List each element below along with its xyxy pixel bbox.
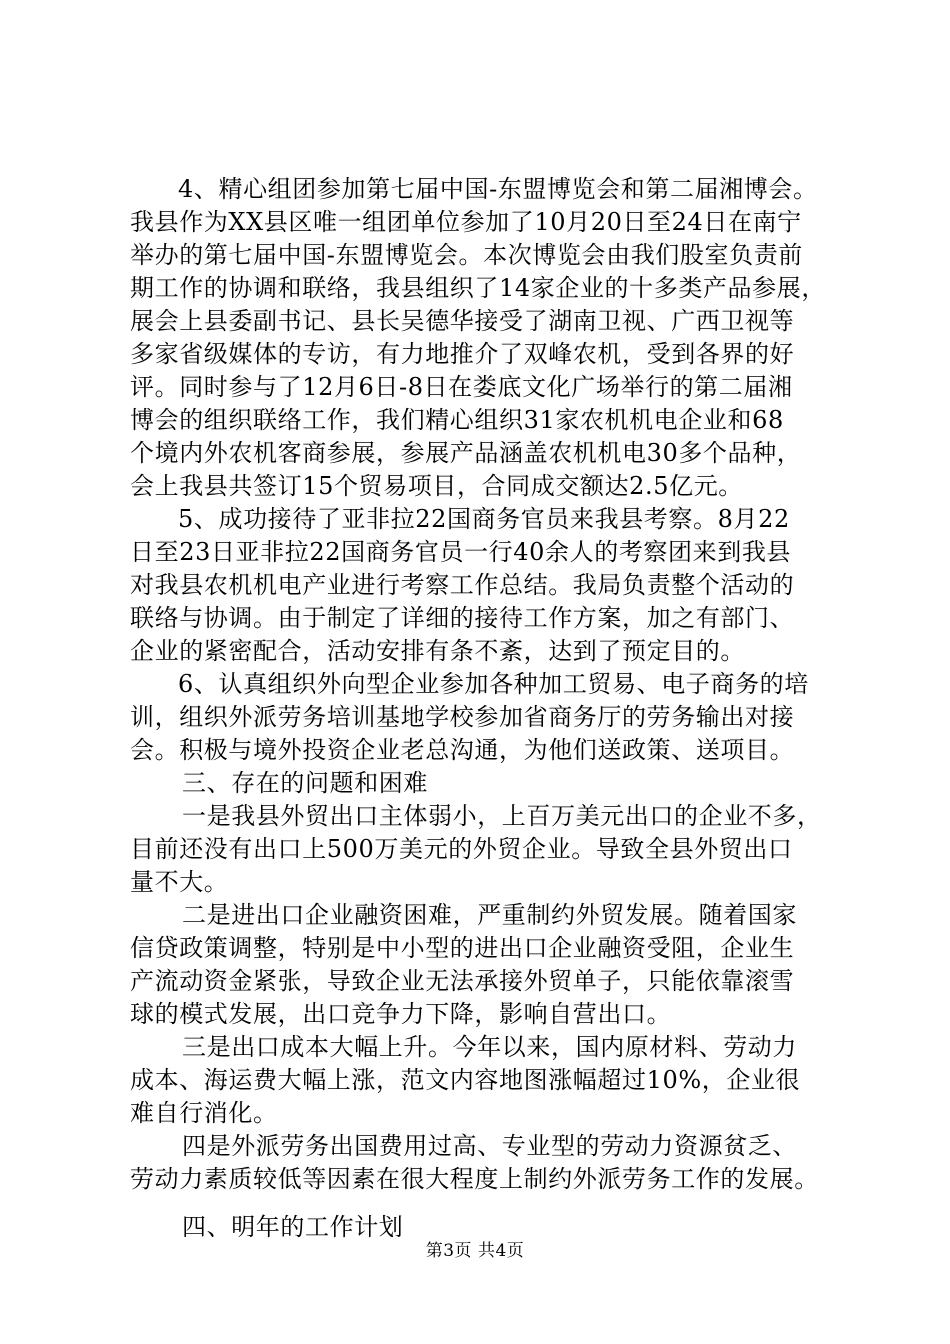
text-line: 6、认真组织外向型企业参加各种加工贸易、电子商务的培 <box>178 670 809 698</box>
text-line: 期工作的协调和联络，我县组织了14家企业的十多类产品参展， <box>130 274 826 302</box>
text-line: 信贷政策调整，特别是中小型的进出口企业融资受阻，企业生 <box>130 934 795 962</box>
text-line: 产流动资金紧张，导致企业无法承接外贸单子，只能依靠滚雪 <box>130 967 795 995</box>
text-line: 个境内外农机客商参展，参展产品涵盖农机机电30多个品种， <box>130 439 802 467</box>
page-footer: 第3页 共4页 <box>425 1241 525 1261</box>
section-heading: 三、存在的问题和困难 <box>182 769 428 797</box>
text-line: 5、成功接待了亚非拉22国商务官员来我县考察。8月22 <box>178 505 790 533</box>
text-line: 成本、海运费大幅上涨，范文内容地图涨幅超过10%，企业很 <box>130 1066 801 1094</box>
text-line: 四是外派劳务出国费用过高、专业型的劳动力资源贫乏、 <box>182 1132 797 1160</box>
text-line: 评。同时参与了12月6日-8日在娄底文化广场举行的第二届湘 <box>130 373 793 401</box>
text-line: 二是进出口企业融资困难，严重制约外贸发展。随着国家 <box>182 901 797 929</box>
text-line: 博会的组织联络工作，我们精心组织31家农机机电企业和68 <box>130 406 784 434</box>
text-line: 量不大。 <box>130 868 229 896</box>
text-line: 难自行消化。 <box>130 1099 278 1127</box>
section-heading: 四、明年的工作计划 <box>182 1213 404 1241</box>
text-line: 会。积极与境外投资企业老总沟通，为他们送政策、送项目。 <box>130 736 795 764</box>
text-line: 三是出口成本大幅上升。今年以来，国内原材料、劳动力 <box>182 1033 797 1061</box>
text-line: 4、精心组团参加第七届中国-东盟博览会和第二届湘博会。 <box>178 175 818 203</box>
text-line: 日至23日亚非拉22国商务官员一行40余人的考察团来到我县 <box>130 538 792 566</box>
text-line: 对我县农机机电产业进行考察工作总结。我局负责整个活动的 <box>130 571 795 599</box>
text-line: 训，组织外派劳务培训基地学校参加省商务厅的劳务输出对接 <box>130 703 795 731</box>
text-line: 举办的第七届中国-东盟博览会。本次博览会由我们股室负责前 <box>130 241 803 269</box>
text-line: 劳动力素质较低等因素在很大程度上制约外派劳务工作的发展。 <box>130 1165 819 1193</box>
text-line: 目前还没有出口上500万美元的外贸企业。导致全县外贸出口 <box>130 835 793 863</box>
text-line: 展会上县委副书记、县长吴德华接受了湖南卫视、广西卫视等 <box>130 307 795 335</box>
text-line: 我县作为XX县区唯一组团单位参加了10月20日至24日在南宁 <box>130 208 802 236</box>
text-line: 联络与协调。由于制定了详细的接待工作方案，加之有部门、 <box>130 604 795 632</box>
text-line: 一是我县外贸出口主体弱小，上百万美元出口的企业不多， <box>182 802 822 830</box>
text-line: 多家省级媒体的专访，有力地推介了双峰农机，受到各界的好 <box>130 340 795 368</box>
text-line: 会上我县共签订15个贸易项目，合同成交额达2.5亿元。 <box>130 472 743 500</box>
text-line: 球的模式发展，出口竞争力下降，影响自营出口。 <box>130 1000 672 1028</box>
text-line: 企业的紧密配合，活动安排有条不紊，达到了预定目的。 <box>130 637 745 665</box>
